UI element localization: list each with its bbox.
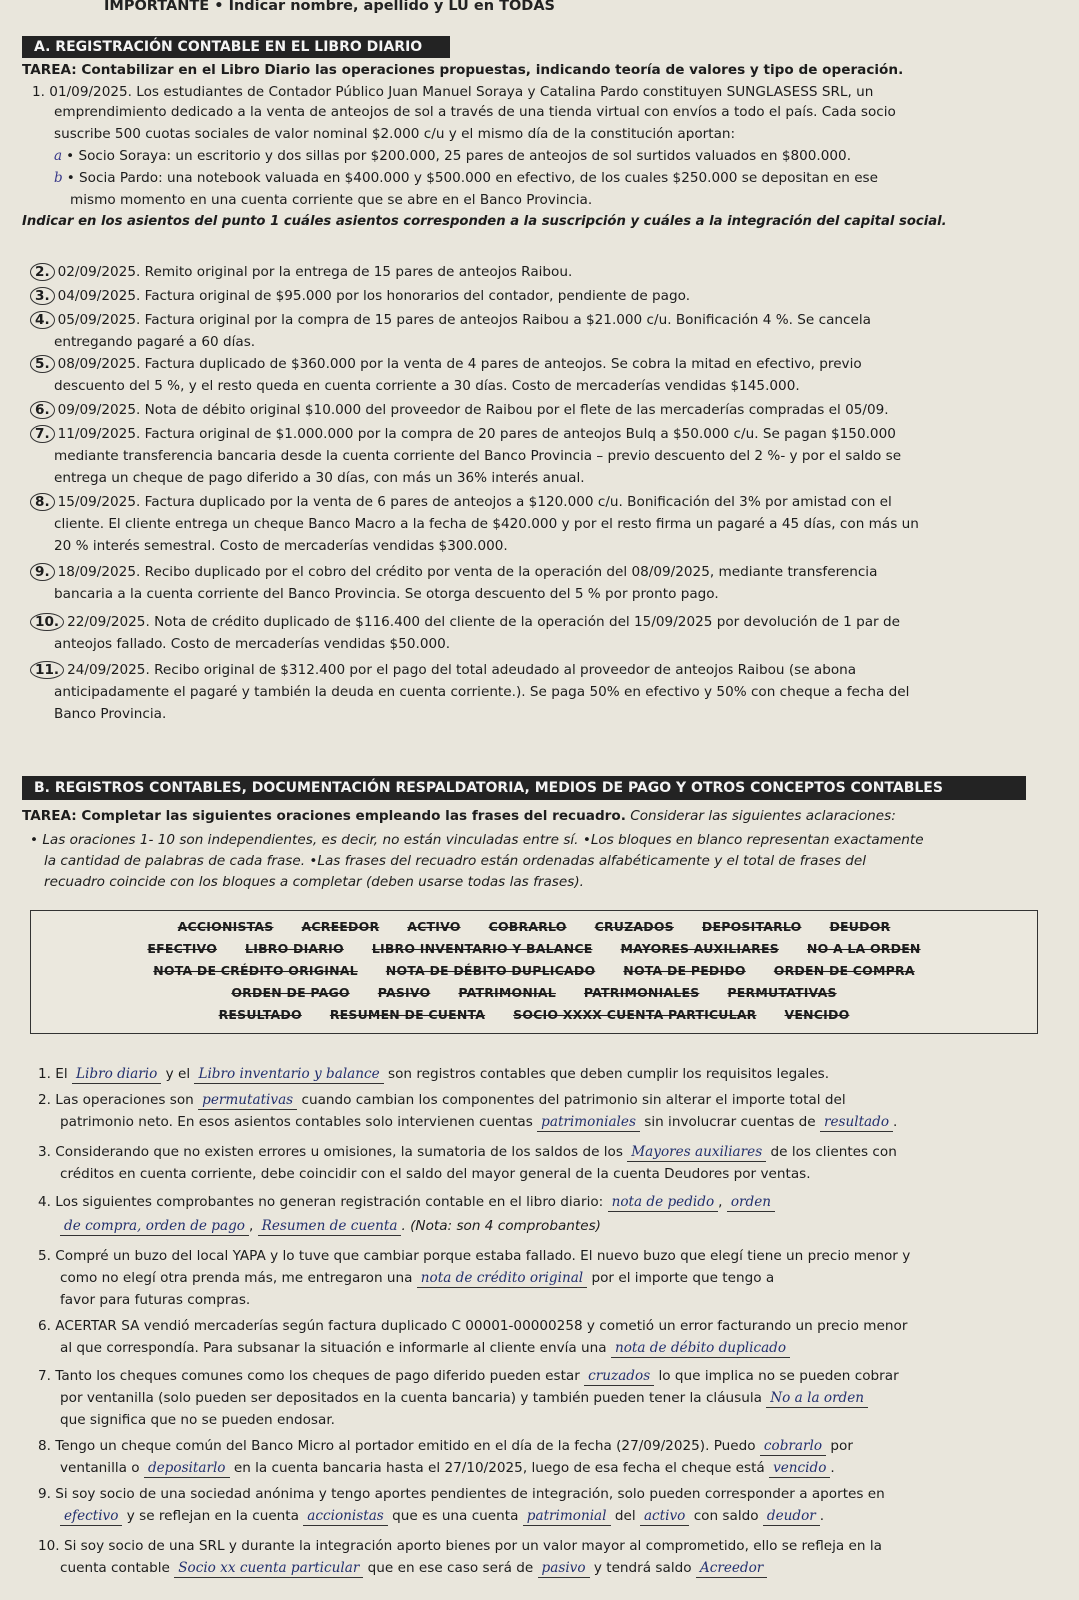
word-bank-phrase: RESUMEN DE CUENTA [329, 1007, 486, 1022]
item-text: 02/09/2025. Remito original por la entrega de 15 pares de anteojos Raibou. [57, 264, 573, 280]
q4-text-a: 4. Los siguientes comprobantes no generan registración contable en el libro diario: [38, 1194, 604, 1210]
q4-answer-4[interactable]: Resumen de cuenta [258, 1217, 402, 1236]
item-text: 18/09/2025. Recibo duplicado por el cobro del crédito por venta de la operación del 08/09/2025, mediante transferencia [57, 564, 878, 580]
q8-text-b: por [830, 1438, 853, 1454]
word-bank-phrase: VENCIDO [784, 1007, 850, 1022]
top-note: IMPORTANTE • Indicar nombre, apellido y LU en TODAS [104, 0, 556, 14]
item-7-line-3 [54, 468, 585, 489]
question-8-line-1 [38, 1436, 853, 1457]
item-text: 11/09/2025. Factura original de $1.000.000 por la compra de 20 pares de anteojos Bulq a $50.000 c/u. Se pagan $150.000 [57, 426, 896, 442]
item-number-circle: 3. [30, 287, 55, 305]
item-text: 05/09/2025. Factura original por la compra de 15 pares de anteojos Raibou a $21.000 c/u. Bonificación 4 %. Se cancela [57, 312, 871, 328]
question-7-line-1 [38, 1366, 899, 1387]
word-bank-phrase: ACTIVO [407, 919, 461, 934]
note-line-2: la cantidad de palabras de cada frase. •Las frases del recuadro están ordenadas alfabéticamente y el total de frases del [44, 853, 867, 869]
handwritten-mark-a: a [54, 148, 63, 164]
item-4-line-2 [54, 332, 255, 353]
q1-text-c: son registros contables que deben cumplir los requisitos legales. [388, 1066, 830, 1082]
item-5-line-1 [30, 354, 862, 375]
word-bank-phrase: LIBRO DIARIO [245, 941, 344, 956]
section-a-title: A. REGISTRACIÓN CONTABLE EN EL LIBRO DIARIO [22, 36, 450, 58]
question-8-line-2 [60, 1458, 835, 1479]
word-bank-phrase: PATRIMONIALES [583, 985, 700, 1000]
q10-text-b: cuenta contable [60, 1560, 170, 1576]
section-b-task-italic: Considerar las siguientes aclaraciones: [630, 808, 896, 824]
item-1-bullet-a [54, 146, 851, 167]
item-number-circle: 2. [30, 263, 55, 281]
q9-answer-1[interactable]: efectivo [60, 1507, 122, 1526]
q4-text-d: . (Nota: son 4 comprobantes) [401, 1218, 601, 1234]
word-bank [30, 910, 1038, 1034]
item-text: 15/09/2025. Factura duplicado por la venta de 6 pares de anteojos a $120.000 c/u. Bonificación del 3% por amistad con el [57, 494, 892, 510]
q6-answer-1[interactable]: nota de débito duplicado [611, 1339, 790, 1358]
q2-text-d: sin involucrar cuentas de [644, 1114, 816, 1130]
q9-answer-3[interactable]: patrimonial [523, 1507, 611, 1526]
question-5-line-3: favor para futuras compras. [60, 1292, 251, 1308]
item-text: 24/09/2025. Recibo original de $312.400 por el pago del total adeudado al proveedor de anteojos Raibou (se abona [67, 662, 857, 678]
question-4-line-1 [38, 1192, 775, 1213]
section-b-task-text: TAREA: Completar las siguientes oraciones empleando las frases del recuadro. [22, 808, 626, 824]
item-text: cliente. El cliente entrega un cheque Banco Macro a la fecha de $420.000 y por el resto firma un pagaré a 45 días, con más un [54, 516, 919, 532]
item-number-circle: 7. [30, 425, 55, 443]
word-bank-phrase: ORDEN DE COMPRA [773, 963, 915, 978]
q4-answer-2[interactable]: orden [727, 1193, 775, 1212]
item-text: 22/09/2025. Nota de crédito duplicado de $116.400 del cliente de la operación del 15/09/2025 por devolución de 1 par de [67, 614, 900, 630]
q1-text-a: 1. El [38, 1066, 68, 1082]
q5-text-b: como no elegí otra prenda más, me entregaron una [60, 1270, 413, 1286]
item-number-circle: 10. [30, 613, 64, 631]
word-bank-phrase: DEUDOR [829, 919, 891, 934]
note-line-1: • Las oraciones 1- 10 son independientes, es decir, no están vinculadas entre sí. •Los bloques en blanco representan exactamente [30, 832, 924, 848]
word-bank-phrase: NOTA DE PEDIDO [623, 963, 746, 978]
q9-text-f: . [819, 1508, 825, 1524]
item-3-line-1 [30, 286, 690, 307]
q2-text-c: patrimonio neto. En esos asientos contables solo intervienen cuentas [60, 1114, 533, 1130]
item-8-line-1 [30, 492, 892, 513]
item-number-circle: 6. [30, 401, 55, 419]
word-bank-phrase: NOTA DE CRÉDITO ORIGINAL [153, 963, 358, 978]
q9-text-c: que es una cuenta [392, 1508, 519, 1524]
q3-text-b: de los clientes con [770, 1144, 897, 1160]
word-bank-row [31, 985, 1037, 1000]
item-9-line-2 [54, 584, 719, 605]
q7-text-c: por ventanilla (solo pueden ser depositados en la cuenta bancaria) y también pueden tener la cláusula [60, 1390, 762, 1406]
q4-text-c: , [248, 1218, 254, 1234]
item-text: 04/09/2025. Factura original de $95.000 por los honorarios del contador, pendiente de pago. [57, 288, 691, 304]
word-bank-phrase: CRUZADOS [594, 919, 674, 934]
item-text: anticipadamente el pagaré y también la deuda en cuenta corriente.). Se paga 50% en efectivo y 50% con cheque a fecha del [54, 684, 910, 700]
q9-text-e: con saldo [693, 1508, 759, 1524]
instruction: Indicar en los asientos del punto 1 cuáles asientos corresponden a la suscripción y cuáles a la integración del capital social. [22, 214, 947, 229]
bullet-a-text: • Socio Soraya: un escritorio y dos sillas por $200.000, 25 pares de anteojos de sol surtidos valuados en $800.000. [66, 148, 852, 164]
note-line-3: recuadro coincide con los bloques a completar (deben usarse todas las frases). [44, 874, 584, 890]
item-1-line-2: emprendimiento dedicado a la venta de anteojos de sol a través de una tienda virtual con envíos a todo el país. Cada socio [54, 104, 896, 120]
word-bank-phrase: RESULTADO [218, 1007, 302, 1022]
question-6-line-2 [60, 1338, 790, 1359]
question-3-line-2: créditos en cuenta corriente, debe coincidir con el saldo del mayor general de la cuenta Deudores por ventas. [60, 1166, 811, 1182]
q2-answer-2[interactable]: patrimoniales [537, 1113, 640, 1132]
q6-text-b: al que correspondía. Para subsanar la situación e informarle al cliente envía una [60, 1340, 607, 1356]
question-5-line-1: 5. Compré un buzo del local YAPA y lo tuve que cambiar porque estaba fallado. El nuevo buzo que elegí tiene un precio menor y [38, 1248, 911, 1264]
question-3-line-1 [38, 1142, 897, 1163]
section-b-task [22, 806, 896, 827]
word-bank-row [31, 919, 1037, 934]
q1-answer-1[interactable]: Libro diario [72, 1065, 161, 1084]
q2-text-e: . [893, 1114, 898, 1130]
q9-answer-5[interactable]: deudor [763, 1507, 820, 1526]
q10-answer-3[interactable]: Acreedor [696, 1559, 767, 1578]
q8-text-c: ventanilla o [60, 1460, 140, 1476]
item-10-line-1 [30, 612, 900, 633]
item-text: bancaria a la cuenta corriente del Banco Provincia. Se otorga descuento del 5 % por pronto pago. [54, 586, 719, 602]
section-a-task: TAREA: Contabilizar en el Libro Diario las operaciones propuestas, indicando teoría de valores y tipo de operación. [22, 62, 904, 78]
question-10-line-2 [60, 1558, 767, 1579]
item-number-circle: 9. [30, 563, 55, 581]
item-2-line-1 [30, 262, 572, 283]
word-bank-phrase: EFECTIVO [147, 941, 218, 956]
handwritten-mark-b: b [54, 170, 63, 186]
q8-answer-1[interactable]: cobrarlo [760, 1437, 826, 1456]
item-text: entregando pagaré a 60 días. [54, 334, 256, 350]
q9-answer-4[interactable]: activo [640, 1507, 689, 1526]
item-1-bullet-b-line-2: mismo momento en una cuenta corriente que se abre en el Banco Provincia. [70, 192, 593, 208]
q10-text-d: y tendrá saldo [593, 1560, 692, 1576]
word-bank-phrase: LIBRO INVENTARIO Y BALANCE [371, 941, 593, 956]
item-1-line-1: 1. 01/09/2025. Los estudiantes de Contador Público Juan Manuel Soraya y Catalina Pardo constituyen SUNGLASESS SRL, un [32, 84, 874, 100]
item-11-line-1 [30, 660, 856, 681]
item-6-line-1 [30, 400, 889, 421]
q7-answer-1[interactable]: cruzados [584, 1367, 654, 1386]
item-10-line-2 [54, 634, 450, 655]
word-bank-phrase: PATRIMONIAL [458, 985, 556, 1000]
item-text: Banco Provincia. [54, 706, 167, 722]
item-8-line-2 [54, 514, 919, 535]
item-number-circle: 8. [30, 493, 55, 511]
q1-text-b: y el [165, 1066, 191, 1082]
q10-text-c: que en ese caso será de [367, 1560, 534, 1576]
item-text: 20 % interés semestral. Costo de mercaderías vendidas $300.000. [54, 538, 508, 554]
q4-answer-3[interactable]: de compra, orden de pago [60, 1217, 249, 1236]
q10-answer-1[interactable]: Socio xx cuenta particular [174, 1559, 363, 1578]
q3-answer-1[interactable]: Mayores auxiliares [627, 1143, 766, 1162]
q8-text-a: 8. Tengo un cheque común del Banco Micro al portador emitido en el día de la fecha (27/09/2025). Puedo [38, 1438, 756, 1454]
question-7-line-3: que significa que no se pueden endosar. [60, 1412, 335, 1428]
word-bank-phrase: NO A LA ORDEN [806, 941, 921, 956]
q2-answer-1[interactable]: permutativas [198, 1091, 297, 1110]
q3-text-a: 3. Considerando que no existen errores u omisiones, la sumatoria de los saldos de los [38, 1144, 623, 1160]
question-5-line-2 [60, 1268, 774, 1289]
item-11-line-3 [54, 704, 166, 725]
question-1 [38, 1064, 829, 1085]
item-11-line-2 [54, 682, 909, 703]
word-bank-row [31, 941, 1037, 956]
q8-answer-2[interactable]: depositarlo [144, 1459, 230, 1478]
q4-answer-1[interactable]: nota de pedido [608, 1193, 719, 1212]
q9-text-b: y se reflejan en la cuenta [126, 1508, 299, 1524]
q2-text-b: cuando cambian los componentes del patrimonio sin alterar el importe total del [301, 1092, 846, 1108]
q8-text-d: en la cuenta bancaria hasta el 27/10/2025, luego de esa fecha el cheque está [233, 1460, 765, 1476]
item-text: entrega un cheque de pago diferido a 30 días, con más un 36% interés anual. [54, 470, 585, 486]
question-2-line-2 [60, 1112, 897, 1133]
word-bank-phrase: SOCIO XXXX CUENTA PARTICULAR [513, 1007, 757, 1022]
question-6-line-1: 6. ACERTAR SA vendió mercaderías según factura duplicado C 00001-00000258 y cometió un error facturando un precio menor [38, 1318, 908, 1334]
question-10-line-1: 10. Si soy socio de una SRL y durante la integración aporto bienes por un valor mayor al comprometido, ello se refleja en la [38, 1538, 882, 1554]
item-text: 09/09/2025. Nota de débito original $10.000 del proveedor de Raibou por el flete de las mercaderías compradas el 05/09. [57, 402, 889, 418]
q4-text-b: , [718, 1194, 723, 1210]
q8-answer-3[interactable]: vencido [769, 1459, 830, 1478]
q9-answer-2[interactable]: accionistas [303, 1507, 388, 1526]
q7-answer-2[interactable]: No a la orden [766, 1389, 868, 1408]
word-bank-phrase: ACCIONISTAS [177, 919, 274, 934]
q8-text-e: . [830, 1460, 835, 1476]
item-1-bullet-b [54, 168, 878, 189]
q2-text-a: 2. Las operaciones son [38, 1092, 194, 1108]
item-text: anteojos fallado. Costo de mercaderías vendidas $50.000. [54, 636, 451, 652]
item-number-circle: 5. [30, 355, 55, 373]
item-7-line-2 [54, 446, 901, 467]
item-text: descuento del 5 %, y el resto queda en cuenta corriente a 30 días. Costo de mercaderías vendidas $145.000. [54, 378, 800, 394]
q7-text-b: lo que implica no se pueden cobrar [658, 1368, 899, 1384]
word-bank-row [31, 963, 1037, 978]
item-4-line-1 [30, 310, 871, 331]
item-1-line-3: suscribe 500 cuotas sociales de valor nominal $2.000 c/u y el mismo día de la constitución aportan: [54, 126, 736, 142]
word-bank-phrase: COBRARLO [488, 919, 567, 934]
item-5-line-2 [54, 376, 800, 397]
item-text: mediante transferencia bancaria desde la cuenta corriente del Banco Provincia – previo descuento del 2 %- y por el saldo se [54, 448, 902, 464]
q9-text-d: del [614, 1508, 636, 1524]
bullet-b-text: • Socia Pardo: una notebook valuada en $400.000 y $500.000 en efectivo, de los cuales $250.000 se depositan en ese [66, 170, 879, 186]
item-number-circle: 4. [30, 311, 55, 329]
item-9-line-1 [30, 562, 877, 583]
question-9-line-1: 9. Si soy socio de una sociedad anónima y tengo aportes pendientes de integración, solo pueden corresponder a aportes en [38, 1486, 885, 1502]
q2-answer-3[interactable]: resultado [820, 1113, 893, 1132]
section-b-title: B. REGISTROS CONTABLES, DOCUMENTACIÓN RESPALDATORIA, MEDIOS DE PAGO Y OTROS CONCEPTOS CONTABLES [22, 776, 1026, 800]
word-bank-phrase: PASIVO [377, 985, 431, 1000]
q5-text-c: por el importe que tengo a [591, 1270, 775, 1286]
question-2-line-1 [38, 1090, 846, 1111]
item-number-circle: 11. [30, 661, 64, 679]
word-bank-phrase: PERMUTATIVAS [727, 985, 837, 1000]
word-bank-phrase: MAYORES AUXILIARES [620, 941, 779, 956]
item-7-line-1 [30, 424, 896, 445]
item-text: 08/09/2025. Factura duplicado de $360.000 por la venta de 4 pares de anteojos. Se cobra la mitad en efectivo, previo [57, 356, 862, 372]
question-9-line-2 [60, 1506, 824, 1527]
question-7-line-2 [60, 1388, 868, 1409]
q7-text-a: 7. Tanto los cheques comunes como los cheques de pago diferido pueden estar [38, 1368, 580, 1384]
item-8-line-3 [54, 536, 508, 557]
word-bank-phrase: ORDEN DE PAGO [231, 985, 350, 1000]
q10-answer-2[interactable]: pasivo [538, 1559, 590, 1578]
q5-answer-1[interactable]: nota de crédito original [417, 1269, 587, 1288]
word-bank-phrase: NOTA DE DÉBITO DUPLICADO [385, 963, 596, 978]
word-bank-phrase: ACREEDOR [301, 919, 380, 934]
word-bank-row [31, 1007, 1037, 1022]
word-bank-phrase: DEPOSITARLO [701, 919, 802, 934]
question-4-line-2 [60, 1216, 601, 1237]
q1-answer-2[interactable]: Libro inventario y balance [194, 1065, 383, 1084]
